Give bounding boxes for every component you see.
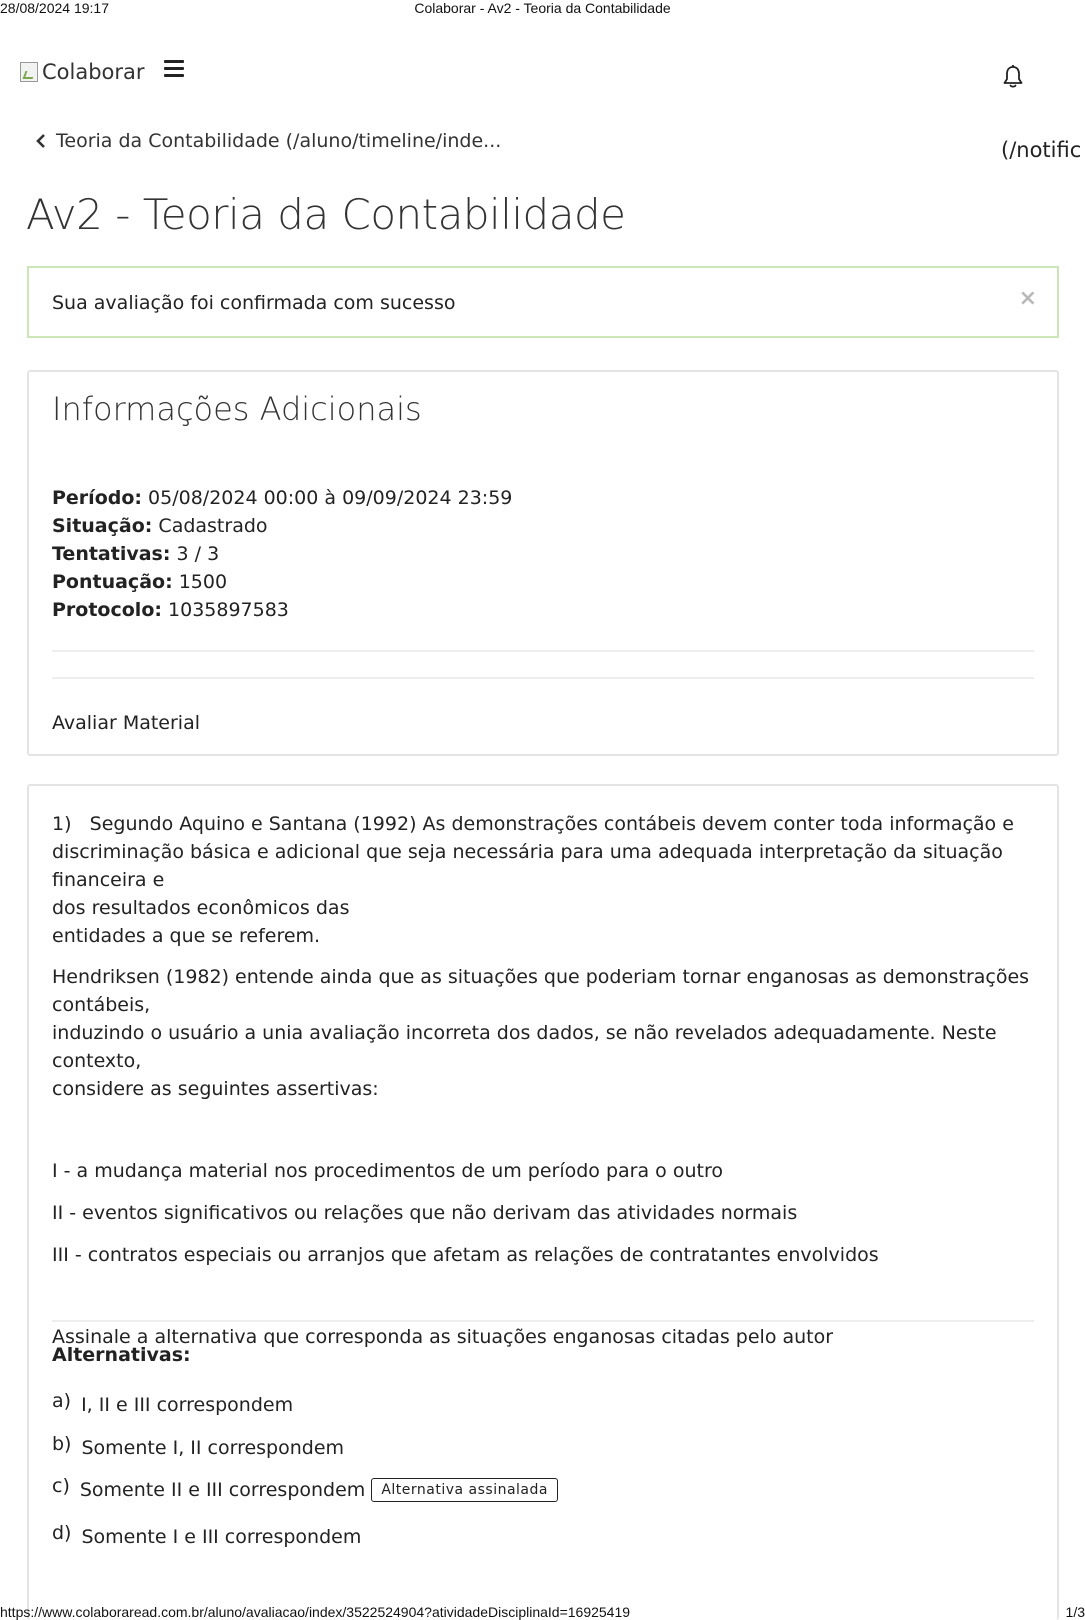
question-paragraph-2: Hendriksen (1982) entende ainda que as situações que poderiam tornar enganosas as demonstrações contábeis, induzindo o usuário a unia avaliação incorreta dos dados, se não revelados adequadamente. Neste contexto, considere as seguintes assertivas:: [52, 966, 1030, 1100]
question-instruction: Assinale a alternativa que corresponda as situações enganosas citadas pelo autor: [52, 1326, 834, 1348]
assertion-3: III - contratos especiais ou arranjos que afetam as relações de contratantes envolvidos: [52, 1244, 879, 1266]
logo[interactable]: [20, 60, 145, 84]
print-page-number: 1/3: [1065, 1604, 1085, 1620]
alternative-b[interactable]: [52, 1433, 345, 1459]
alternative-a[interactable]: [52, 1390, 294, 1416]
alternative-letter: a): [52, 1390, 72, 1412]
divider: [52, 650, 1034, 652]
info-periodo: Período: 05/08/2024 00:00 à 09/09/2024 23:59: [52, 487, 513, 509]
alternative-text: Somente I, II correspondem: [81, 1437, 345, 1459]
info-list: [52, 484, 512, 624]
page-title: Av2 - Teoria da Contabilidade: [26, 190, 626, 239]
info-tentativas: Tentativas: 3 / 3: [52, 543, 220, 565]
logo-alt-text: Colaborar: [42, 60, 145, 84]
alternative-text: Somente I e III correspondem: [81, 1526, 362, 1548]
question-card: [27, 784, 1059, 1620]
alternative-text: I, II e III correspondem: [81, 1394, 294, 1416]
broken-image-icon: [20, 62, 38, 82]
alternative-c[interactable]: [52, 1475, 558, 1502]
assertion-1: I - a mudança material nos procedimentos de um período para o outro: [52, 1160, 723, 1182]
alternative-letter: b): [52, 1433, 72, 1455]
question-paragraph-1: 1) Segundo Aquino e Santana (1992) As demonstrações contábeis devem conter toda informação e discriminação básica e adicional que seja necessária para uma adequada interpretação da situação financeira e dos resultados econômicos das entidades a que se referem.: [52, 813, 1014, 947]
selected-badge: Alternativa assinalada: [371, 1478, 558, 1502]
info-card: [27, 370, 1059, 756]
breadcrumb-label: Teoria da Contabilidade (/aluno/timeline/inde...: [56, 130, 502, 152]
alternative-letter: c): [52, 1475, 70, 1497]
top-navbar: [20, 56, 1085, 92]
question-body: [52, 810, 1034, 1351]
alert-message: Sua avaliação foi confirmada com sucesso: [52, 292, 456, 314]
alternatives-title: Alternativas:: [52, 1344, 191, 1366]
notifications-link[interactable]: (/notific: [1001, 138, 1082, 162]
print-header: [0, 0, 1085, 16]
print-datetime: 28/08/2024 19:17: [0, 0, 109, 16]
alternative-d[interactable]: [52, 1522, 362, 1548]
chevron-left-icon: [34, 133, 48, 149]
breadcrumb-back-link[interactable]: [34, 130, 501, 152]
info-heading: Informações Adicionais: [52, 390, 422, 428]
bell-icon[interactable]: [1001, 64, 1025, 90]
info-situacao: Situação: Cadastrado: [52, 515, 268, 537]
avaliar-material-link[interactable]: Avaliar Material: [52, 712, 201, 734]
alternative-letter: d): [52, 1522, 72, 1544]
alternative-text: Somente II e III correspondem: [79, 1479, 366, 1501]
success-alert: [27, 266, 1059, 338]
info-protocolo: Protocolo: 1035897583: [52, 599, 289, 621]
divider: [52, 1320, 1034, 1322]
assertion-2: II - eventos significativos ou relações que não derivam das atividades normais: [52, 1202, 798, 1224]
print-footer: [0, 1604, 1085, 1620]
close-icon[interactable]: ×: [1018, 286, 1037, 311]
print-url: https://www.colaboraread.com.br/aluno/avaliacao/index/3522524904?atividadeDisciplinaId=16925419: [0, 1604, 631, 1620]
info-pontuacao: Pontuação: 1500: [52, 571, 228, 593]
print-doc-title: Colaborar - Av2 - Teoria da Contabilidade: [414, 0, 671, 16]
divider: [52, 677, 1034, 679]
hamburger-menu-icon[interactable]: [164, 60, 184, 80]
